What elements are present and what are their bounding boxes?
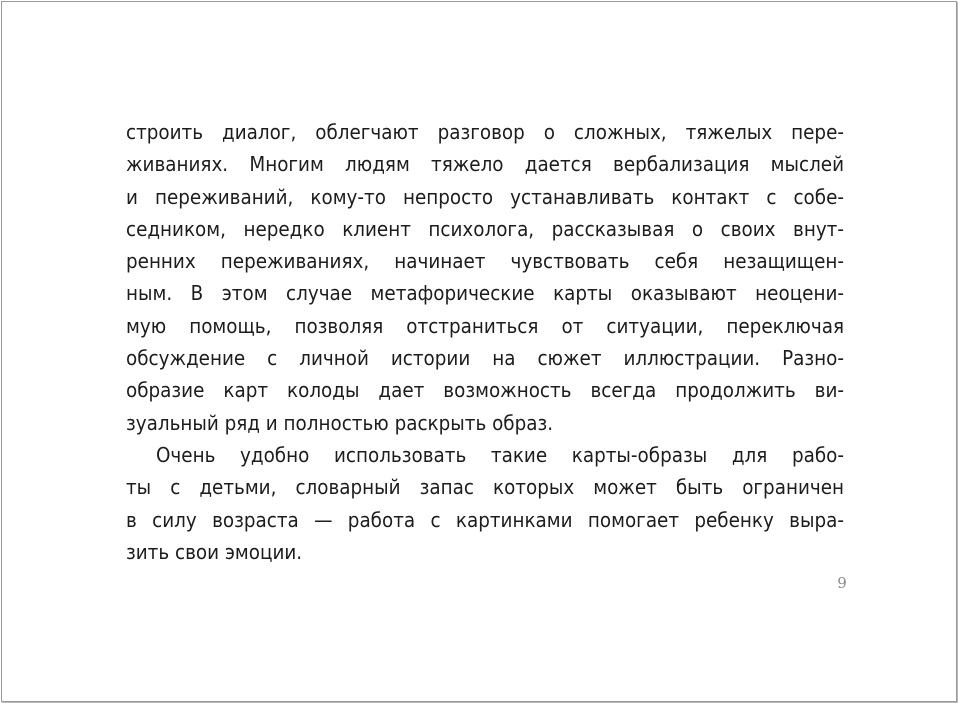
text-line: ным. В этом случае метафорические карты оказывают неоцени-: [126, 281, 844, 306]
text-line: образие карт колоды дает возможность всегда продолжить ви-: [126, 378, 844, 403]
page-number: 9: [837, 574, 847, 592]
text-line: седником, нередко клиент психолога, рассказывая о своих внут-: [126, 216, 844, 241]
text-line: и переживаний, кому-то непросто устанавливать контакт с собе-: [126, 184, 844, 209]
paragraph-1: [126, 116, 844, 439]
book-page: [1, 1, 957, 702]
paragraph-2: [126, 439, 844, 568]
text-line: строить диалог, облегчают разговор о сложных, тяжелых пере-: [126, 120, 844, 144]
text-line: в силу возраста — работа с картинками помогает ребенку выра-: [126, 507, 844, 532]
text-line: зуальный ряд и полностью раскрыть образ.: [126, 410, 554, 435]
text-line: мую помощь, позволяя отстраниться от ситуации, переключая: [126, 313, 844, 338]
text-line: ты с детьми, словарный запас которых может быть ограничен: [126, 475, 844, 500]
body-text: [126, 116, 844, 568]
text-line: Очень удобно использовать такие карты-образы для рабо-: [156, 442, 844, 467]
text-line: обсуждение с личной истории на сюжет иллюстрации. Разно-: [126, 346, 844, 371]
text-line: ренних переживаниях, начинает чувствовать себя незащищен-: [126, 249, 844, 274]
text-line: живаниях. Многим людям тяжело дается вербализация мыслей: [126, 152, 844, 177]
text-line: зить свои эмоции.: [126, 539, 303, 564]
